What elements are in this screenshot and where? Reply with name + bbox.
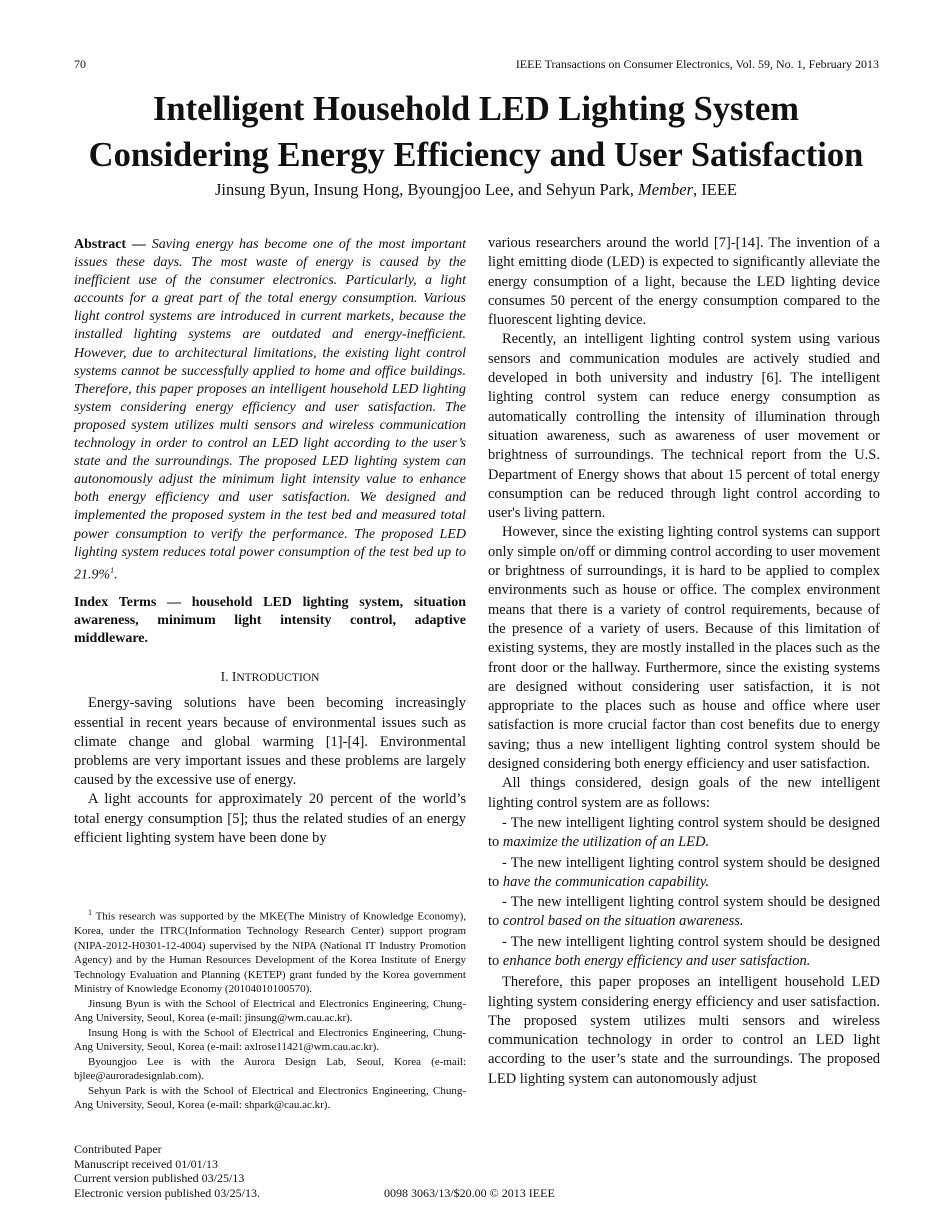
current-version: Current version published 03/25/13 [74, 1171, 245, 1186]
abstract-label: Abstract — [74, 237, 146, 252]
intro-paragraph-1: Energy-saving solutions have been becoming increasingly essential in recent years because of environmental issues such as climate change and global warming [1]-[4]. Environmental problems are very important issues and these problems are largely caused by the excessive use of energy. [74, 695, 466, 789]
design-goal-text: - The new intelligent lighting control system should be designed to [488, 854, 880, 890]
right-paragraph-4: All things considered, design goals of the new intelligent lighting control system are as follows: [488, 775, 880, 811]
design-goal [488, 893, 880, 932]
intro-paragraph-2: A light accounts for approximately 20 percent of the world’s total energy consumption [5]; thus the related studies of an energy efficient lighting system have been done by [74, 791, 466, 846]
design-goal-emphasis: maximize the utilization of an LED. [502, 834, 710, 851]
design-goal [488, 933, 880, 972]
design-goal-text: - The new intelligent lighting control system should be designed to [488, 933, 880, 969]
footnote-mark: 1 [88, 908, 92, 917]
left-column [74, 236, 466, 848]
section-title-rest: NTRODUCTION [236, 672, 320, 685]
design-goal [488, 814, 880, 853]
author-org: , IEEE [693, 180, 737, 199]
footnote-affiliation: Sehyun Park is with the School of Electrical and Electronics Engineering, Chung-Ang University, Seoul, Korea (e-mail: shpark@cau.ac.kr). [74, 1084, 466, 1112]
footnote-affiliation: Jinsung Byun is with the School of Electrical and Electronics Engineering, Chung-Ang University, Seoul, Korea (e-mail: jinsung@wm.cau.ac.kr). [74, 997, 466, 1025]
contributed-paper: Contributed Paper [74, 1142, 162, 1156]
abstract-end: . [114, 567, 118, 583]
design-goal [488, 854, 880, 893]
footnote-affiliation: Insung Hong is with the School of Electrical and Electronics Engineering, Chung-Ang University, Seoul, Korea (e-mail: axlrose11421@wm.cau.ac.kr). [74, 1026, 466, 1054]
abstract-text: Saving energy has become one of the most important issues these days. The most waste of energy is caused by the inefficient use of the consumer electronics. Particularly, a light accounts for a great part of the total energy consumption. Various light control systems are introduced in current markets, because the installed lighting systems are outdated and energy-inefficient. However, due to architectural limitations, the existing light control systems cannot be successfully applied to home and office buildings. Therefore, this paper proposes an intelligent household LED lighting system considering energy efficiency and user satisfaction. The proposed system utilizes multi sensors and wireless communication technology in order to control an LED light according to the user’s state and the surroundings. The proposed LED lighting system can autonomously adjust the minimum light intensity value to enhance both energy efficiency and user satisfaction. We designed and implemented the proposed system in the test bed and measured total power consumption to verify the performance. The proposed LED lighting system reduces total power consumption of the test bed up to 21.9% [74, 237, 466, 583]
right-paragraph-5: Therefore, this paper proposes an intelligent household LED lighting system considering energy efficiency and user satisfaction. The proposed system utilizes multi sensors and wireless communication technology in order to control an LED light according to the user’s state and the surroundings. The proposed LED lighting system can autonomously adjust [488, 974, 880, 1087]
footnote-funding [74, 906, 466, 997]
design-goal-text: - The new intelligent lighting control system should be designed to [488, 814, 880, 851]
right-paragraph-1: various researchers around the world [7]-[14]. The invention of a light emitting diode (LED) is expected to significantly alleviate the energy consumption of a light, because the LED lighting device consumes 50 percent of the energy consumption compared to the fluorescent lighting device. [488, 235, 880, 329]
design-goal-emphasis: enhance both energy efficiency and user satisfaction. [502, 952, 811, 969]
abstract [74, 236, 466, 584]
right-paragraph-3: However, since the existing lighting control systems can support only simple on/off or dimming control according to user movement or brightness of surroundings, it is hard to be applied to complex environments such as house or office. The complex environment means that there is a variety of control requirements, because of the presence of a variety of users. Because of this limitation of existing systems, they are mostly installed in the places such as the front door or the hallway. Furthermore, since the existing systems are designed without considering user satisfaction, it is not appropriate to the places such as house and office where user satisfaction is more crucial factor than cost benefits due to energy saving; thus a new intelligent lighting control system should be designed considering both energy efficiency and user satisfaction. [488, 524, 880, 773]
footnotes [74, 906, 466, 1113]
footnote-affiliation: Byoungjoo Lee is with the Aurora Design Lab, Seoul, Korea (e-mail: bjlee@auroradesignlab.com). [74, 1055, 466, 1083]
electronic-version: Electronic version published 03/25/13. [74, 1185, 260, 1200]
right-paragraph-2: Recently, an intelligent lighting control system using various sensors and communication modules are actively studied and developed in both university and industry [6]. The intelligent lighting control system can reduce energy consumption as automatically controlling the intensity of illumination through situation awareness, such as awareness of user movement or brightness of surroundings. The technical report from the U.S. Department of Energy shows that about 15 percent of total energy consumption can be reduced through light control according to user's living pattern. [488, 331, 880, 522]
title-line-2: Considering Energy Efficiency and User Satisfaction [88, 136, 864, 174]
manuscript-received: Manuscript received 01/01/13 [74, 1156, 218, 1171]
journal-header: IEEE Transactions on Consumer Electronics, Vol. 59, No. 1, February 2013 [515, 57, 879, 71]
manuscript-info [74, 1142, 260, 1200]
page-number: 70 [74, 57, 86, 71]
design-goal-emphasis: control based on the situation awareness. [502, 913, 744, 930]
paper-title [40, 86, 912, 178]
design-goal-emphasis: have the communication capability. [502, 873, 710, 890]
footnote-funding-text: This research was supported by the MKE(The Ministry of Knowledge Economy), Korea, under the ITRC(Information Technology Research Center) support program (NIPA-2012-H0301-12-4004) supervised by the NIPA (National IT Industry Promotion Agency) and by the Human Resources Development of the Korea Institute of Energy Technology Evaluation and Planning (KETEP) grant funded by the Korea government Ministry of Knowledge Economy (20104010100570). [74, 910, 466, 996]
index-terms: Index Terms — household LED lighting system, situation awareness, minimum light intensity control, adaptive middleware. [74, 595, 466, 647]
section-number: I. [220, 669, 229, 685]
abstract-footnote-mark: 1 [110, 565, 115, 575]
author-names: Jinsung Byun, Insung Hong, Byoungjoo Lee, and Sehyun Park, [215, 180, 634, 199]
section-heading-introduction [74, 669, 466, 685]
author-list [40, 180, 912, 200]
design-goal-text: - The new intelligent lighting control system should be designed to [488, 894, 880, 930]
right-column [488, 234, 880, 1089]
title-line-1: Intelligent Household LED Lighting System [152, 90, 800, 128]
author-membership: Member [638, 180, 694, 199]
section-title-first-letter: I [231, 669, 237, 685]
issn-copyright: 0098 3063/13/$20.00 © 2013 IEEE [384, 1186, 555, 1200]
